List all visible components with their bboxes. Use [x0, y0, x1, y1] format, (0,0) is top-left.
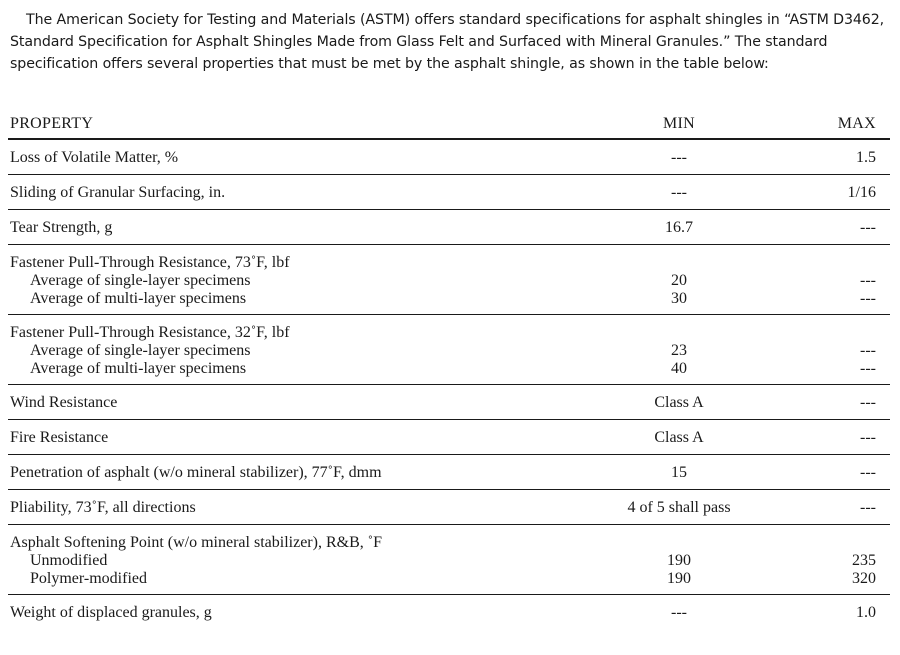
- intro-paragraph: The American Society for Testing and Materials (ASTM) offers standard specifications for asphalt shingles in “ASTM D3462, Standard Specification for Asphalt Shingles Made from Glass Felt and Surfaced with Mineral Granules.” The standard specification offers several properties that must be met by the asphalt shingle, as shown in the table below:: [10, 12, 885, 72]
- cell-max: ---: [754, 419, 890, 454]
- table-row: [8, 139, 890, 174]
- spacer: [756, 324, 876, 342]
- cell-min: [602, 524, 754, 594]
- cell-max: ---: [754, 209, 890, 244]
- sub-label: Average of multi-layer specimens: [30, 289, 247, 307]
- sub-max: 235: [852, 551, 876, 569]
- table-row: [8, 209, 890, 244]
- sub-label: Polymer-modified: [30, 569, 147, 587]
- table-row-group: [8, 244, 890, 314]
- table-row: [8, 489, 890, 524]
- sub-min: 30: [671, 289, 687, 307]
- table-row: [8, 454, 890, 489]
- cell-max: 1.0: [856, 603, 876, 621]
- group-title: Asphalt Softening Point (w/o mineral stabilizer), R&B, ˚F: [10, 533, 382, 551]
- header-property: PROPERTY: [8, 113, 602, 139]
- cell-property: [8, 244, 602, 314]
- cell-max: [754, 314, 890, 384]
- group-title: Fastener Pull-Through Resistance, 32˚F, lbf: [10, 323, 290, 341]
- cell-property: Sliding of Granular Surfacing, in.: [8, 174, 602, 209]
- cell-min: 4 of 5 shall pass: [602, 489, 754, 524]
- header-max: MAX: [754, 113, 890, 139]
- cell-max: 1.5: [754, 139, 890, 174]
- cell-min: [602, 314, 754, 384]
- table-row: [8, 384, 890, 419]
- intro-paragraph-block: [10, 9, 890, 75]
- cell-min: Class A: [602, 384, 754, 419]
- header-min: MIN: [602, 113, 754, 139]
- sub-label: Average of single-layer specimens: [30, 341, 251, 359]
- spacer: [756, 254, 876, 272]
- cell-min: [602, 244, 754, 314]
- sub-min: 23: [671, 341, 687, 359]
- cell-property: [8, 314, 602, 384]
- cell-max: 1/16: [754, 174, 890, 209]
- cell-property: Pliability, 73˚F, all directions: [8, 489, 602, 524]
- cell-min: 16.7: [602, 209, 754, 244]
- cell-property: Wind Resistance: [8, 384, 602, 419]
- cell-property: [8, 524, 602, 594]
- cell-max: ---: [754, 489, 890, 524]
- table-header-row: [8, 113, 890, 139]
- sub-max: ---: [860, 341, 876, 359]
- sub-max: ---: [860, 271, 876, 289]
- specification-table: [8, 113, 890, 629]
- sub-label: Average of single-layer specimens: [30, 271, 251, 289]
- sub-label: Average of multi-layer specimens: [30, 359, 247, 377]
- sub-label: Unmodified: [30, 551, 108, 569]
- spacer: [604, 254, 754, 272]
- cell-min: Class A: [602, 419, 754, 454]
- cell-min: ---: [602, 139, 754, 174]
- cell-min: 15: [602, 454, 754, 489]
- sub-min: 190: [667, 551, 691, 569]
- cell-property: Weight of displaced granules, g: [10, 603, 212, 621]
- sub-max: ---: [860, 359, 876, 377]
- sub-min: 40: [671, 359, 687, 377]
- spacer: [604, 324, 754, 342]
- cell-property: Tear Strength, g: [8, 209, 602, 244]
- table-row: [8, 174, 890, 209]
- table-row: [8, 419, 890, 454]
- spacer: [604, 534, 754, 552]
- cell-min: ---: [671, 603, 687, 621]
- cell-max: ---: [754, 384, 890, 419]
- cell-max: ---: [754, 454, 890, 489]
- spacer: [756, 534, 876, 552]
- sub-max: ---: [860, 289, 876, 307]
- cell-min: ---: [602, 174, 754, 209]
- sub-max: 320: [852, 569, 876, 587]
- table-row-group: [8, 524, 890, 594]
- cell-max: [754, 244, 890, 314]
- sub-min: 20: [671, 271, 687, 289]
- table-row-group: [8, 314, 890, 384]
- sub-min: 190: [667, 569, 691, 587]
- cell-property: Fire Resistance: [8, 419, 602, 454]
- cell-property: Penetration of asphalt (w/o mineral stabilizer), 77˚F, dmm: [8, 454, 602, 489]
- group-title: Fastener Pull-Through Resistance, 73˚F, lbf: [10, 253, 290, 271]
- cell-max: [754, 524, 890, 594]
- table-row: [8, 594, 890, 629]
- cell-property: Loss of Volatile Matter, %: [8, 139, 602, 174]
